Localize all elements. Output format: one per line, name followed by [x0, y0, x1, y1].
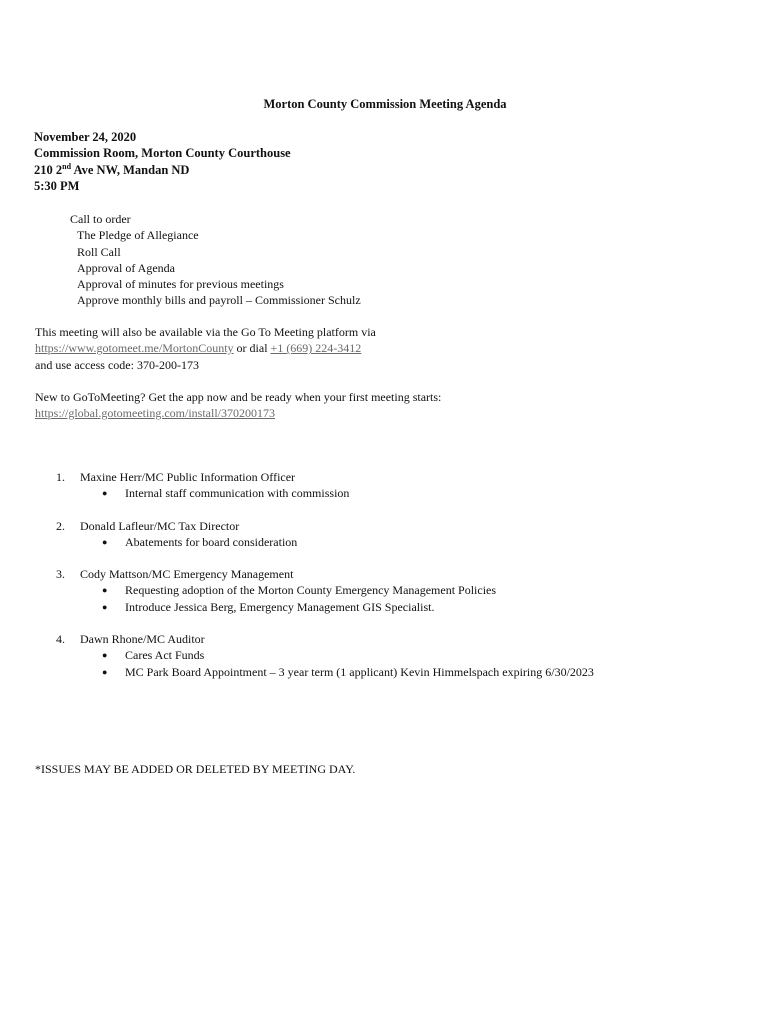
- item-bullet-text: Internal staff communication with commission: [125, 486, 350, 501]
- bullet-icon: ●: [102, 666, 108, 677]
- footer-note: *ISSUES MAY BE ADDED OR DELETED BY MEETING DAY.: [35, 762, 356, 776]
- address-part-2: Ave NW, Mandan ND: [71, 162, 190, 177]
- agenda-item: [56, 518, 594, 551]
- item-bullet-text: Introduce Jessica Berg, Emergency Management GIS Specialist.: [125, 599, 435, 614]
- agenda-items: [56, 469, 594, 696]
- item-number: 2.: [56, 518, 65, 533]
- bullet-icon: ●: [102, 585, 108, 596]
- item-number: 4.: [56, 632, 65, 647]
- access-code-text: and use access code: 370-200-173: [35, 357, 199, 372]
- agenda-item: [56, 566, 594, 615]
- new-to-goto-text: New to GoToMeeting? Get the app now and be ready when your first meeting starts:: [35, 390, 442, 404]
- order-item: Call to order: [70, 212, 131, 226]
- item-bullet-text: Requesting adoption of the Morton County Emergency Management Policies: [125, 583, 497, 598]
- item-bullet-text: MC Park Board Appointment – 3 year term (1 applicant) Kevin Himmelspach expiring 6/30/2023: [125, 664, 594, 679]
- order-item: Approval of Agenda: [77, 260, 175, 275]
- order-item: Approve monthly bills and payroll – Commissioner Schulz: [77, 293, 361, 308]
- meeting-header: [34, 129, 291, 194]
- item-number: 1.: [56, 470, 65, 484]
- meeting-date: November 24, 2020: [34, 130, 137, 144]
- goto-meeting-link[interactable]: https://www.gotomeet.me/MortonCounty: [35, 341, 234, 356]
- install-link[interactable]: https://global.gotomeeting.com/install/370200173: [35, 406, 275, 421]
- address-superscript: nd: [62, 161, 72, 171]
- item-heading: Donald Lafleur/MC Tax Director: [80, 518, 240, 533]
- bullet-icon: ●: [102, 601, 108, 612]
- meeting-time: 5:30 PM: [34, 178, 80, 193]
- meeting-address: [34, 162, 291, 178]
- agenda-item: [56, 469, 594, 502]
- order-item: Roll Call: [77, 244, 121, 259]
- goto-intro: This meeting will also be available via the Go To Meeting platform via: [35, 325, 376, 339]
- order-item: Approval of minutes for previous meetings: [77, 277, 284, 292]
- goto-meeting-info: [35, 324, 376, 373]
- bullet-icon: ●: [102, 536, 108, 547]
- item-bullet-text: Cares Act Funds: [125, 648, 205, 663]
- or-dial-text: or dial: [233, 341, 271, 356]
- bullet-icon: ●: [102, 650, 108, 661]
- address-part-1: 210 2: [34, 162, 63, 177]
- item-heading: Cody Mattson/MC Emergency Management: [80, 567, 294, 582]
- dial-in-phone-link[interactable]: +1 (669) 224-3412: [270, 341, 362, 356]
- item-bullet-text: Abatements for board consideration: [125, 534, 298, 549]
- meeting-location: Commission Room, Morton County Courthouse: [34, 146, 291, 161]
- page-title: Morton County Commission Meeting Agenda: [263, 97, 507, 111]
- goto-install-info: [35, 389, 441, 422]
- order-item: The Pledge of Allegiance: [77, 228, 199, 243]
- item-heading: Maxine Herr/MC Public Information Officer: [80, 470, 296, 484]
- item-number: 3.: [56, 567, 65, 582]
- agenda-item: [56, 631, 594, 680]
- bullet-icon: ●: [102, 488, 108, 499]
- order-of-business: [70, 211, 361, 309]
- goto-link-line: [35, 340, 376, 356]
- item-heading: Dawn Rhone/MC Auditor: [80, 632, 205, 647]
